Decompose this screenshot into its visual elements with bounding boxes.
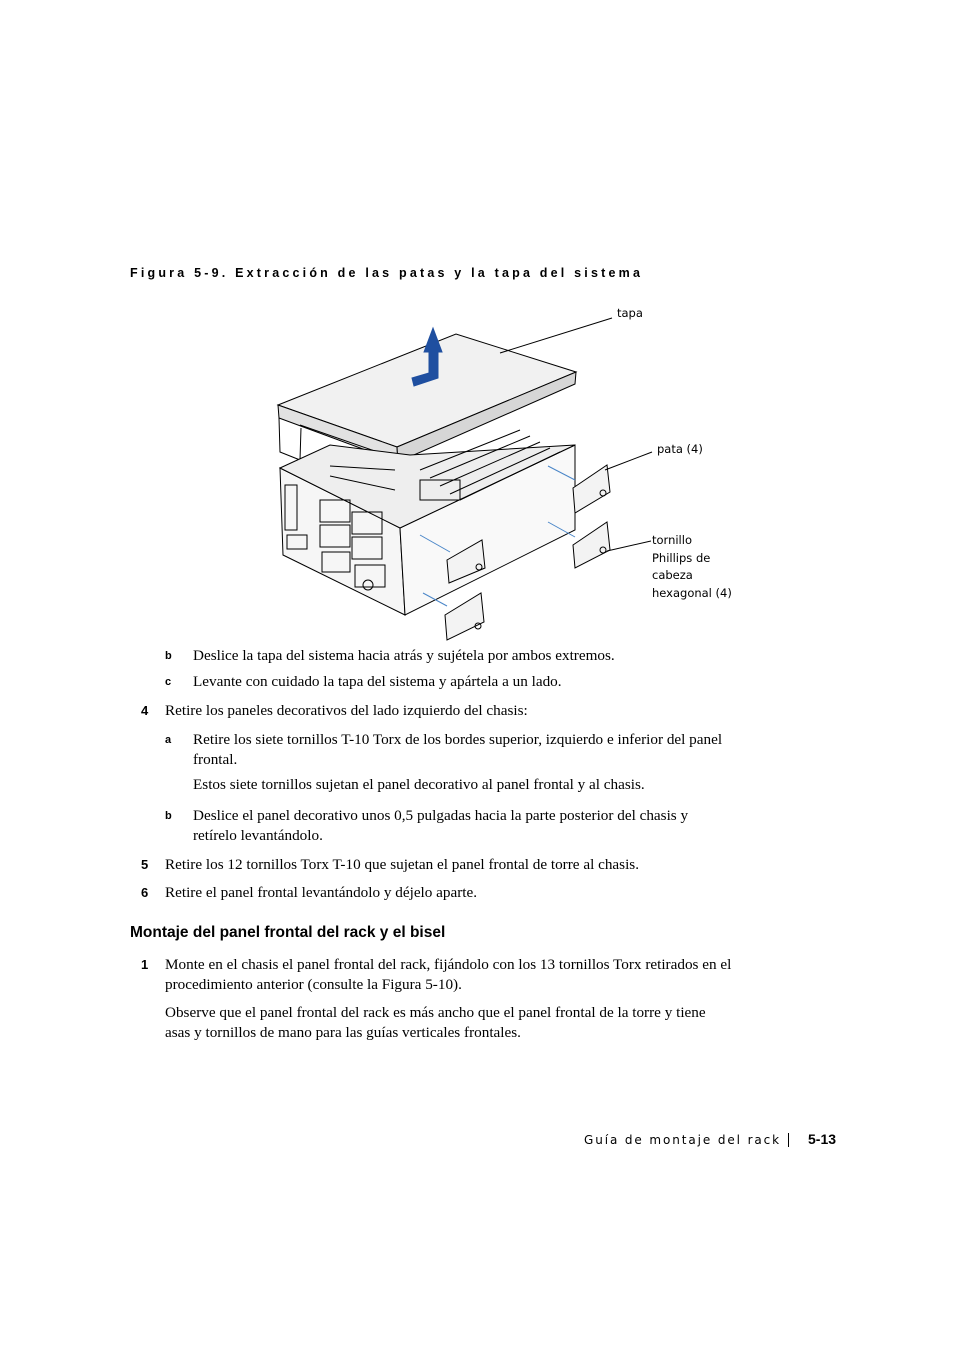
step-label: b [165,650,172,662]
callout-tornillo: tornillo Phillips de cabeza hexagonal (4) [652,533,732,600]
footer-guide-title: Guía de montaje del rack [584,1133,782,1147]
chassis-body [280,430,575,615]
cover-panel [278,334,576,462]
step-label: a [165,734,172,746]
foot-4 [445,593,484,640]
step-number: 1 [141,957,149,972]
page-number: 5-13 [808,1131,837,1147]
step-text: Deslice el panel decorativo unos 0,5 pulgadas hacia la parte posterior del chasis y retírelo levantándolo. [193,807,689,844]
step-text: Retire los 12 tornillos Torx T-10 que sujetan el panel frontal de torre al chasis. [165,856,639,873]
step-number: 4 [141,703,149,718]
step-text: Deslice la tapa del sistema hacia atrás y sujétela por ambos extremos. [193,647,615,664]
foot-1 [573,465,610,513]
step-label: c [165,676,172,688]
section-heading: Montaje del panel frontal del rack y el bisel [130,924,446,941]
callout-tapa: tapa [617,306,643,320]
step-number: 5 [141,857,149,872]
callout-pata: pata (4) [657,442,703,456]
step-text: Retire los siete tornillos T-10 Torx de los bordes superior, izquierdo e inferior del panel frontal. [193,731,723,768]
footer-separator [788,1133,789,1147]
figure-title: Figura 5-9. Extracción de las patas y la tapa del sistema [130,266,644,280]
foot-2 [573,522,610,568]
step-number: 6 [141,885,149,900]
step-note: Observe que el panel frontal del rack es más ancho que el panel frontal de la torre y tiene asas y tornillos de mano para las guías verticales frontales. [165,1004,706,1041]
step-text: Levante con cuidado la tapa del sistema y apártela a un lado. [193,673,562,690]
step-label: b [165,810,172,822]
step-text: Monte en el chasis el panel frontal del rack, fijándolo con los 13 tornillos Torx retirados en el procedimiento anterior (consulte la Figura 5-10). [165,956,732,993]
step-text: Retire el panel frontal levantándolo y déjelo aparte. [165,884,478,901]
step-text: Retire los paneles decorativos del lado izquierdo del chasis: [165,702,528,719]
step-note: Estos siete tornillos sujetan el panel decorativo al panel frontal y al chasis. [193,776,645,793]
